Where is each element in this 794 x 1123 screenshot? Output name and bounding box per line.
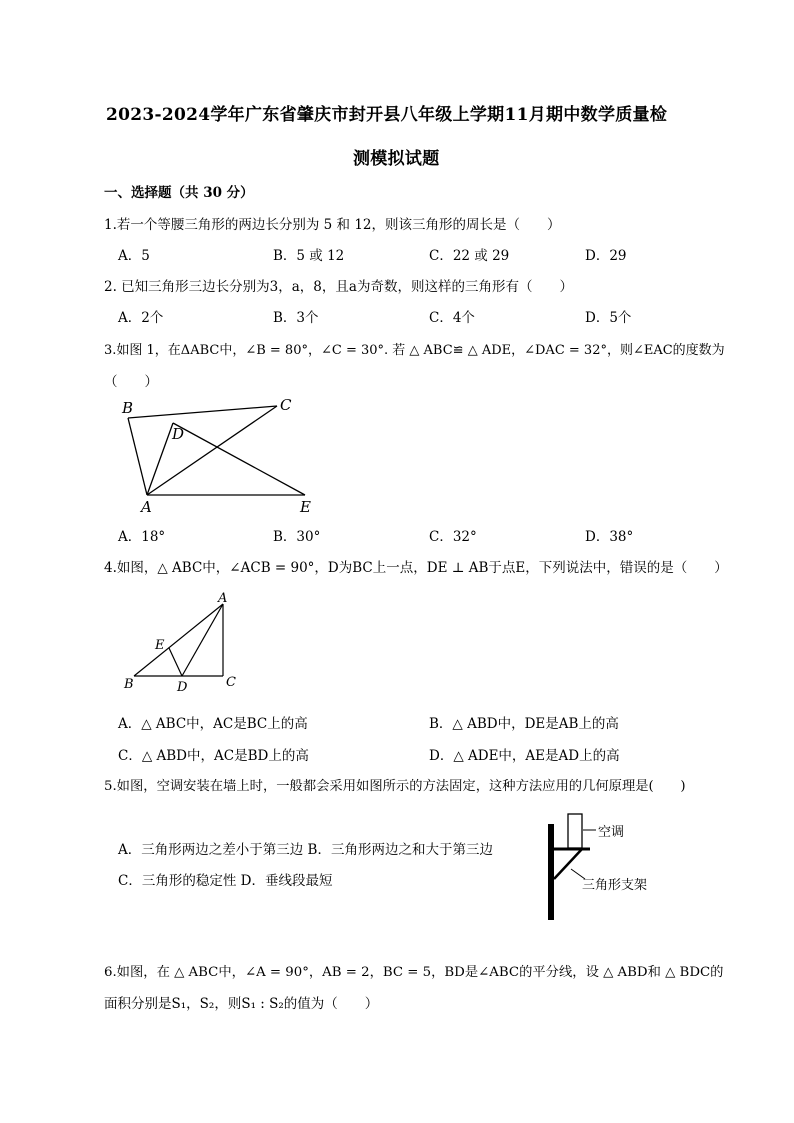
question-1-option-c: C．22 或 29 (429, 248, 510, 264)
question-1-option-b: B．5 或 12 (273, 248, 345, 264)
fig4-label-e: E (155, 638, 165, 653)
document-title-line1: 2023-2024学年广东省肇庆市封开县八年级上学期11月期中数学质量检 (106, 105, 668, 125)
fig3-label-b: B (122, 399, 134, 417)
question-6-stem-cont: 面积分别是S₁，S₂，则S₁ : S₂的值为（ ） (104, 996, 379, 1012)
question-6-stem: 6.如图，在 △ ABC中，∠A = 90°，AB = 2，BC = 5，BD是∠ABC的平分线，设 △ ABD和 △ BDC的 (104, 965, 724, 980)
question-3-option-a: A．18° (118, 529, 166, 545)
fig3-label-e: E (300, 498, 311, 516)
question-4-option-b: B．△ ABD中，DE是AB上的高 (429, 716, 619, 732)
question-3-option-d: D．38° (585, 529, 634, 545)
fig3-label-d: D (172, 425, 185, 443)
fig5-label-ac: 空调 (598, 825, 625, 840)
fig3-label-a: A (141, 498, 152, 516)
question-1-option-a: A．5 (118, 248, 150, 264)
section-heading: 一、选择题（共 30 分） (104, 185, 254, 201)
question-1-stem: 1.若一个等腰三角形的两边长分别为 5 和 12，则该三角形的周长是（ ） (104, 217, 561, 233)
fig5-label-bracket: 三角形支架 (582, 878, 648, 893)
question-2-stem: 2. 已知三角形三边长分别为3，a，8，且a为奇数，则这样的三角形有（ ） (104, 279, 573, 295)
question-3-stem-cont: （ ） (104, 374, 158, 390)
question-4-option-d: D．△ ADE中，AE是AD上的高 (429, 748, 620, 764)
question-1-option-d: D．29 (585, 248, 627, 264)
question-2-option-d: D．5个 (585, 310, 632, 326)
question-3-option-c: C．32° (429, 529, 477, 545)
question-5-figure (540, 808, 670, 924)
fig3-label-c: C (280, 396, 292, 414)
question-3-figure (110, 392, 330, 517)
question-3-option-b: B．30° (273, 529, 321, 545)
question-2-option-b: B．3个 (273, 310, 319, 326)
question-2-option-c: C．4个 (429, 310, 475, 326)
question-5-stem: 5.如图，空调安装在墙上时，一般都会采用如图所示的方法固定，这种方法应用的几何原理是( ) (104, 779, 686, 794)
question-2-option-a: A．2个 (118, 310, 164, 326)
question-5-option-ab: A．三角形两边之差小于第三边 B．三角形两边之和大于第三边 (118, 842, 493, 858)
question-5-option-cd: C．三角形的稳定性 D．垂线段最短 (118, 873, 333, 889)
question-4-option-a: A．△ ABC中，AC是BC上的高 (118, 716, 308, 732)
fig4-label-b: B (124, 677, 134, 692)
question-4-stem: 4.如图，△ ABC中，∠ACB = 90°，D为BC上一点，DE ⊥ AB于点E，下列说法中，错误的是（ ） (104, 560, 728, 576)
question-4-figure (118, 588, 248, 696)
question-4-option-c: C．△ ABD中，AC是BD上的高 (118, 748, 309, 764)
fig4-label-c: C (226, 675, 236, 690)
fig4-label-a: A (218, 591, 228, 606)
question-3-stem: 3.如图 1，在ΔABC中，∠B = 80°，∠C = 30°. 若 △ ABC≌ △ ADE，∠DAC = 32°，则∠EAC的度数为 (104, 343, 725, 358)
fig4-label-d: D (177, 680, 188, 695)
document-title-line2: 测模拟试题 (353, 149, 440, 169)
